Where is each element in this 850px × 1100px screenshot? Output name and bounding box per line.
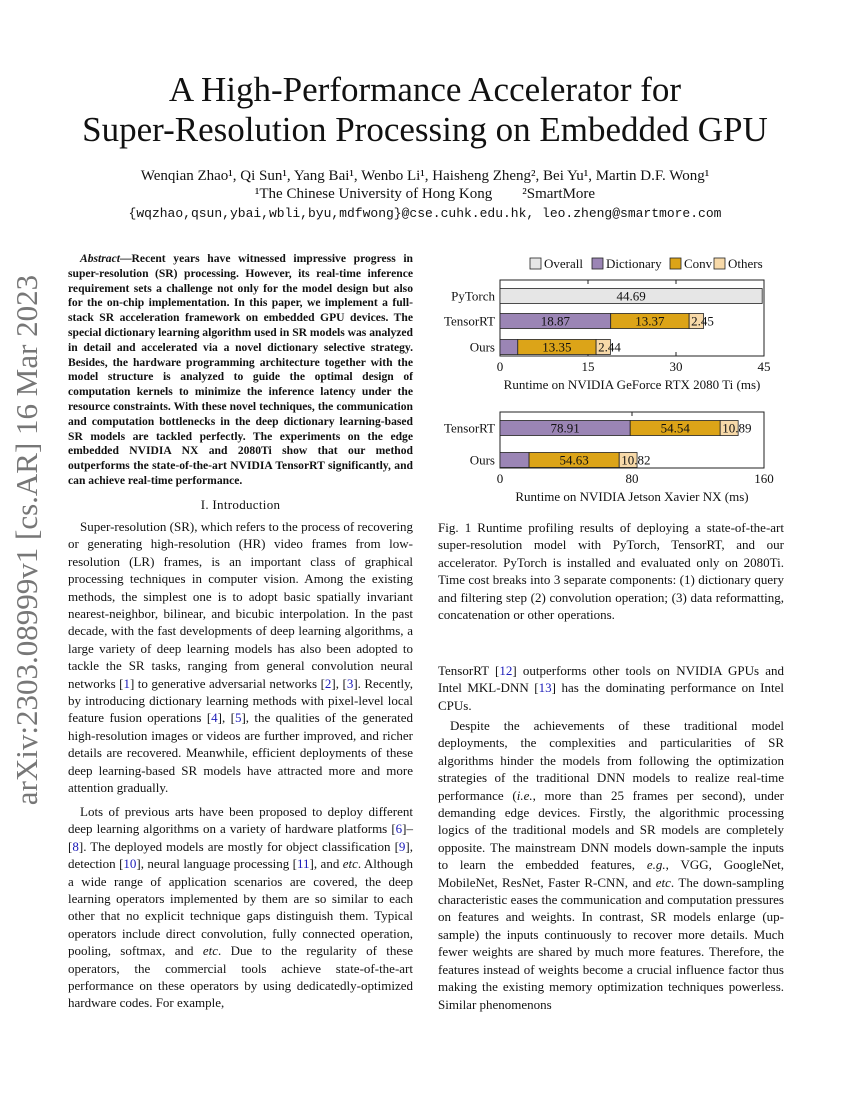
data-label: 78.91 — [550, 420, 580, 436]
citation-link[interactable]: 1 — [123, 675, 130, 691]
italic-term: i.e. — [516, 787, 533, 803]
abstract-text: —Recent years have witnessed impressive progress in super-resolution (SR) processing. However, its real-time inference requirement sets a challenge not only for the model design but also for the on-chip implementation. In this paper, we implement a full-stack SR acceleration framework on embedded GPU devices. The special dictionary learning algorithm used in SR models was analyzed in detail and accelerated via a novel dictionary selective strategy. Besides, the hardware programming architecture together with the model structure is analyzed to guide the optimal design of computation kernels to minimize the inference latency under the resource constraints. With these novel techniques, the communication and computation bottlenecks in the deep dictionary learning-based SR models are tackled perfectly. The experiments on the edge embedded NVIDIA NX and 2080Ti show that our method outperforms the state-of-the-art NVIDIA TensorRT significantly, and can achieve real-time performance. — [68, 252, 413, 487]
data-label: 13.37 — [635, 313, 665, 329]
citation-link[interactable]: 11 — [297, 856, 310, 872]
x-tick-label: 45 — [757, 359, 771, 374]
bar-ours-dictionary — [500, 453, 529, 468]
legend-label-others: Others — [728, 256, 763, 271]
citation-link[interactable]: 12 — [499, 663, 513, 678]
data-label: 2.45 — [691, 313, 714, 329]
right-paragraph-1: TensorRT [12] outperforms other tools on NVIDIA GPUs and Intel MKL-DNN [13] has the dominating performance on Intel CPUs. — [438, 663, 784, 713]
category-label: Ours — [469, 452, 495, 468]
category-label: TensorRT — [443, 313, 495, 329]
italic-term: etc — [202, 943, 219, 959]
x-tick-label: 160 — [754, 471, 774, 486]
category-label: PyTorch — [451, 288, 495, 304]
data-label: 54.54 — [660, 420, 690, 436]
chart-2080ti — [444, 280, 771, 392]
bar-ours-dictionary — [500, 340, 518, 355]
data-label: 13.35 — [542, 339, 572, 355]
citation-link[interactable]: 4 — [211, 710, 218, 726]
citation-link[interactable]: 9 — [398, 838, 406, 854]
title-line-1: A High-Performance Accelerator for — [168, 70, 682, 109]
citation-link[interactable]: 13 — [538, 680, 552, 696]
x-tick-label: 30 — [669, 359, 683, 374]
legend-label-conv: Conv — [684, 256, 713, 271]
intro-paragraph-2: Lots of previous arts have been proposed to deploy different deep learning algorithms on a variety of hardware platforms [6]–[8]. The deployed models are mostly for object classification [9], detection [10], neural language processing [11], and etc. Although a wide range of application scenarios are covered, the deep learning operators implemented by them are so similar to each other that no explicit technique gaps distinguish them. Typical operators include direct convolution, fully connected operation, pooling, softmax, and etc. Due to the regularity of these operators, the commercial tools achieve state-of-the-art performance on these operators by using dedicatedly-optimized hardware codes. For example, — [68, 804, 413, 1011]
citation-link[interactable]: 5 — [234, 710, 242, 726]
legend-swatch-dictionary — [592, 258, 603, 269]
data-label: 18.87 — [540, 313, 570, 329]
category-label: TensorRT — [443, 420, 495, 436]
x-tick-label: 0 — [496, 359, 504, 374]
x-axis-label: Runtime on NVIDIA GeForce RTX 2080 Ti (ms) — [503, 377, 761, 392]
paper-title — [0, 70, 850, 150]
chart-legend — [530, 256, 763, 271]
data-label: 2.44 — [598, 339, 621, 355]
x-tick-label: 15 — [581, 359, 595, 374]
data-label: 54.63 — [559, 452, 589, 468]
affiliations: ¹The Chinese University of Hong Kong ²SmartMore — [254, 186, 596, 202]
author-list: Wenqian Zhao¹, Qi Sun¹, Yang Bai¹, Wenbo Li¹, Haisheng Zheng², Bei Yu¹, Martin D.F. Wong¹ — [140, 168, 710, 184]
citation-link[interactable]: 3 — [346, 675, 354, 691]
legend-swatch-conv — [670, 258, 681, 269]
data-label: 44.69 — [616, 288, 646, 304]
italic-term: etc — [342, 856, 358, 872]
italic-term: etc — [655, 874, 671, 890]
abstract-label: Abstract — [80, 252, 120, 265]
citation-link[interactable]: 2 — [324, 675, 332, 691]
figure-1-chart — [438, 250, 784, 518]
legend-swatch-others — [714, 258, 725, 269]
right-paragraph-2: Despite the achievements of these traditional model deployments, the complexities and particularities of SR algorithms hinder the models from following the optimization strategies of the traditional DNN models to realize real-time performance (i.e., more than 25 frames per second), under demanding edge devices. Firstly, the algorithmic processing logics of the traditional models and SR models are completely opposite. The mainstream DNN models down-sample the inputs to learn the embedded features, e.g., VGG, GoogleNet, MobileNet, ResNet, Faster R-CNN, and etc. The down-sampling characteristic eases the communication and computation pressures on features and weights. In contrast, SR models enlarge (up-sample) the inputs continuously to recover more details. Much fewer weights are shared by much more features. Therefore, the features instead of weights become a crucial influence factor thus making the existing memory optimization techniques powerless. Similar phenomenons — [438, 718, 784, 1012]
data-label: 10.82 — [621, 452, 651, 468]
chart-jetson-nx — [444, 412, 774, 504]
legend-swatch-overall — [530, 258, 541, 269]
figure-caption: Fig. 1 Runtime profiling results of deploying a state-of-the-art super-resolution model with PyTorch, TensorRT, and our accelerator. PyTorch is installed and evaluated only on 2080Ti. Time cost breaks into 3 separate components: (1) dictionary query and filtering step (2) convolution operation; (3) data reformatting, concatenation or other operations. — [438, 520, 784, 623]
title-line-2: Super-Resolution Processing on Embedded GPU — [82, 110, 768, 149]
arxiv-stamp-text: arXiv:2303.08999v1 [cs.AR] 16 Mar 2023 — [9, 274, 44, 806]
x-tick-label: 80 — [625, 471, 639, 486]
citation-link[interactable]: 6 — [395, 821, 403, 837]
citation-link[interactable]: 8 — [72, 838, 79, 854]
arxiv-stamp — [4, 274, 50, 806]
category-label: Ours — [469, 339, 495, 355]
x-axis-label: Runtime on NVIDIA Jetson Xavier NX (ms) — [515, 489, 749, 504]
italic-term: e.g. — [646, 857, 666, 873]
citation-link[interactable]: 10 — [123, 856, 137, 872]
section-heading — [68, 497, 413, 513]
author-emails: {wqzhao,qsun,ybai,wbli,byu,mdfwong}@cse.cuhk.edu.hk, leo.zheng@smartmore.com — [128, 206, 722, 221]
intro-paragraph-1: Super-resolution (SR), which refers to the process of recovering or generating high-resolution (HR) video frames from low-resolution (LR) frames, is an important class of graphical processing techniques in computer vision. Among the existing methods, the simplest one is to adopt basic spatially invariant nearest-neighbor, bilinear, and bicubic interpolation. In the past decade, with the fast developments of deep learning algorithms, a large variety of deep learning models has also been adopted to tackle the SR tasks, ranging from general convolution neural networks [1] to generative adversarial networks [2], [3]. Recently, by introducing dictionary learning methods with pixel-level local feature fusion operations [4], [5], the qualities of the generated high-resolution images or videos are further improved, and richer details are recovered. Meanwhile, efficient deployments of these deep learning-based SR models have attracted more and more attention gradually. — [68, 519, 413, 796]
section-heading-text: I. Introduction — [200, 497, 281, 512]
legend-label-dictionary: Dictionary — [606, 256, 662, 271]
data-label: 10.89 — [722, 420, 752, 436]
legend-label-overall: Overall — [544, 256, 583, 271]
x-tick-label: 0 — [496, 471, 504, 486]
abstract — [68, 252, 413, 489]
